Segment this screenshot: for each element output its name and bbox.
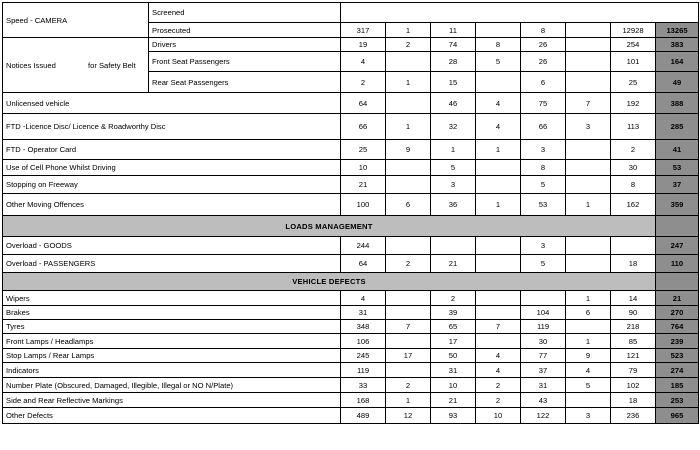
- table-row: [3, 320, 699, 334]
- value-cell: 1: [566, 194, 611, 216]
- safety-belt-label: [3, 38, 149, 93]
- screened-label: Screened: [149, 3, 341, 23]
- value-cell: 8: [611, 176, 656, 194]
- value-cell: 2: [341, 72, 386, 93]
- value-cell: 1: [566, 334, 611, 349]
- value-cell: [566, 255, 611, 273]
- value-cell: 25: [341, 140, 386, 160]
- value-cell: 348: [341, 320, 386, 334]
- value-cell: [566, 52, 611, 72]
- row-label: Brakes: [3, 306, 341, 320]
- value-cell: [476, 255, 521, 273]
- value-cell: 168: [341, 393, 386, 408]
- value-cell: 8: [521, 160, 566, 176]
- value-cell: 21: [431, 393, 476, 408]
- total-cell: 247: [656, 237, 699, 255]
- value-cell: 26: [521, 52, 566, 72]
- value-cell: [566, 23, 611, 38]
- value-cell: 31: [341, 306, 386, 320]
- value-cell: 2: [611, 140, 656, 160]
- value-cell: 21: [341, 176, 386, 194]
- value-cell: [431, 237, 476, 255]
- value-cell: 317: [341, 23, 386, 38]
- row-label: Front Lamps / Headlamps: [3, 334, 341, 349]
- row-label: Indicators: [3, 363, 341, 378]
- value-cell: [386, 291, 431, 306]
- table-row: [3, 349, 699, 363]
- row-label: Overload - GOODS: [3, 237, 341, 255]
- value-cell: [386, 93, 431, 114]
- table-row: [3, 194, 699, 216]
- value-cell: 12928: [611, 23, 656, 38]
- row-label: Other Defects: [3, 408, 341, 424]
- value-cell: 90: [611, 306, 656, 320]
- value-cell: 17: [386, 349, 431, 363]
- value-cell: 119: [341, 363, 386, 378]
- value-cell: 53: [521, 194, 566, 216]
- value-cell: [476, 291, 521, 306]
- value-cell: 32: [431, 114, 476, 140]
- total-cell: 274: [656, 363, 699, 378]
- value-cell: 2: [431, 291, 476, 306]
- value-cell: [476, 160, 521, 176]
- value-cell: 37: [521, 363, 566, 378]
- safety-belt-label-b: for Safety Belt: [88, 60, 136, 70]
- value-cell: 25: [611, 72, 656, 93]
- value-cell: 3: [566, 114, 611, 140]
- value-cell: 122: [521, 408, 566, 424]
- value-cell: 4: [476, 349, 521, 363]
- value-cell: 489: [341, 408, 386, 424]
- value-cell: 4: [566, 363, 611, 378]
- table-row: [3, 140, 699, 160]
- total-cell: 270: [656, 306, 699, 320]
- value-cell: 7: [386, 320, 431, 334]
- row-label: Use of Cell Phone Whilst Driving: [3, 160, 341, 176]
- value-cell: 3: [566, 408, 611, 424]
- section-heading: VEHICLE DEFECTS: [3, 273, 656, 291]
- total-cell: 285: [656, 114, 699, 140]
- value-cell: 6: [566, 306, 611, 320]
- value-cell: [566, 160, 611, 176]
- value-cell: 8: [521, 23, 566, 38]
- value-cell: 121: [611, 349, 656, 363]
- value-cell: 2: [476, 393, 521, 408]
- value-cell: 46: [431, 93, 476, 114]
- row-label: Side and Rear Reflective Markings: [3, 393, 341, 408]
- value-cell: 3: [521, 237, 566, 255]
- value-cell: 3: [431, 176, 476, 194]
- value-cell: 36: [431, 194, 476, 216]
- total-cell: 164: [656, 52, 699, 72]
- value-cell: 11: [431, 23, 476, 38]
- total-cell: 523: [656, 349, 699, 363]
- value-cell: 4: [476, 363, 521, 378]
- row-label: Stopping on Freeway: [3, 176, 341, 194]
- value-cell: 1: [431, 140, 476, 160]
- value-cell: 26: [521, 38, 566, 52]
- value-cell: [386, 306, 431, 320]
- table-row: [3, 237, 699, 255]
- value-cell: 17: [431, 334, 476, 349]
- table-row: [3, 176, 699, 194]
- value-cell: 1: [476, 140, 521, 160]
- value-cell: 30: [611, 160, 656, 176]
- table-body: [3, 3, 699, 424]
- value-cell: [386, 52, 431, 72]
- value-cell: [386, 160, 431, 176]
- value-cell: [521, 291, 566, 306]
- value-cell: 21: [431, 255, 476, 273]
- value-cell: 106: [341, 334, 386, 349]
- value-cell: 66: [341, 114, 386, 140]
- value-cell: 245: [341, 349, 386, 363]
- value-cell: 101: [611, 52, 656, 72]
- value-cell: 1: [476, 194, 521, 216]
- value-cell: 4: [476, 114, 521, 140]
- total-cell: 21: [656, 291, 699, 306]
- row-label: Rear Seat Passengers: [149, 72, 341, 93]
- value-cell: 30: [521, 334, 566, 349]
- table-row: [3, 160, 699, 176]
- total-cell: 37: [656, 176, 699, 194]
- value-cell: 100: [341, 194, 386, 216]
- value-cell: [566, 237, 611, 255]
- total-cell: 359: [656, 194, 699, 216]
- total-cell: 110: [656, 255, 699, 273]
- value-cell: 5: [566, 378, 611, 393]
- value-cell: 7: [476, 320, 521, 334]
- total-cell: 383: [656, 38, 699, 52]
- value-cell: 4: [341, 52, 386, 72]
- value-cell: 119: [521, 320, 566, 334]
- table-row: [3, 255, 699, 273]
- row-label: Front Seat Passengers: [149, 52, 341, 72]
- value-cell: 65: [431, 320, 476, 334]
- value-cell: 12: [386, 408, 431, 424]
- value-cell: 7: [566, 93, 611, 114]
- value-cell: 14: [611, 291, 656, 306]
- value-cell: 85: [611, 334, 656, 349]
- value-cell: [566, 140, 611, 160]
- value-cell: 8: [476, 38, 521, 52]
- value-cell: 77: [521, 349, 566, 363]
- value-cell: [476, 306, 521, 320]
- value-cell: 5: [521, 255, 566, 273]
- value-cell: 64: [341, 93, 386, 114]
- value-cell: [566, 176, 611, 194]
- value-cell: 43: [521, 393, 566, 408]
- value-cell: 4: [341, 291, 386, 306]
- prosecuted-label: Prosecuted: [149, 23, 341, 38]
- value-cell: 19: [341, 38, 386, 52]
- value-cell: 66: [521, 114, 566, 140]
- value-cell: 3: [521, 140, 566, 160]
- value-cell: 1: [386, 23, 431, 38]
- value-cell: 18: [611, 255, 656, 273]
- value-cell: 10: [476, 408, 521, 424]
- value-cell: 10: [341, 160, 386, 176]
- value-cell: 4: [476, 93, 521, 114]
- value-cell: 93: [431, 408, 476, 424]
- table-row: [3, 291, 699, 306]
- value-cell: 244: [341, 237, 386, 255]
- table-row: [3, 114, 699, 140]
- value-cell: 6: [386, 194, 431, 216]
- value-cell: 1: [386, 393, 431, 408]
- value-cell: [386, 237, 431, 255]
- value-cell: 31: [431, 363, 476, 378]
- offence-statistics-table: [2, 2, 699, 424]
- total-cell: 965: [656, 408, 699, 424]
- row-label: Tyres: [3, 320, 341, 334]
- value-cell: 28: [431, 52, 476, 72]
- value-cell: 113: [611, 114, 656, 140]
- value-cell: 33: [341, 378, 386, 393]
- row-label: Other Moving Offences: [3, 194, 341, 216]
- value-cell: 75: [521, 93, 566, 114]
- screened-empty-cell: [341, 3, 699, 23]
- table-row: [3, 408, 699, 424]
- value-cell: 9: [386, 140, 431, 160]
- value-cell: 2: [386, 255, 431, 273]
- value-cell: 162: [611, 194, 656, 216]
- value-cell: [476, 176, 521, 194]
- value-cell: 102: [611, 378, 656, 393]
- value-cell: 2: [386, 38, 431, 52]
- value-cell: 1: [566, 291, 611, 306]
- value-cell: 5: [521, 176, 566, 194]
- row-label: Unlicensed vehicle: [3, 93, 341, 114]
- total-cell: 13265: [656, 23, 699, 38]
- safety-belt-label-a: Notices Issued: [6, 60, 56, 70]
- total-cell: 53: [656, 160, 699, 176]
- value-cell: 9: [566, 349, 611, 363]
- table-row: [3, 393, 699, 408]
- row-label: FTD - Operator Card: [3, 140, 341, 160]
- value-cell: 104: [521, 306, 566, 320]
- total-cell: 185: [656, 378, 699, 393]
- vehicle-defects-header: [3, 273, 699, 291]
- value-cell: [566, 393, 611, 408]
- value-cell: [386, 334, 431, 349]
- value-cell: [386, 176, 431, 194]
- total-cell: 49: [656, 72, 699, 93]
- total-cell: 41: [656, 140, 699, 160]
- total-cell: 388: [656, 93, 699, 114]
- speed-camera-label: Speed - CAMERA: [3, 3, 149, 38]
- table-row: [3, 334, 699, 349]
- row-label: Number Plate (Obscured, Damaged, Illegible, Illegal or NO N/Plate): [3, 378, 341, 393]
- section-total-cell: [656, 216, 699, 237]
- value-cell: [386, 363, 431, 378]
- value-cell: [476, 334, 521, 349]
- value-cell: [476, 237, 521, 255]
- table-row: [3, 306, 699, 320]
- value-cell: 50: [431, 349, 476, 363]
- table-row: [3, 93, 699, 114]
- value-cell: 236: [611, 408, 656, 424]
- value-cell: 218: [611, 320, 656, 334]
- value-cell: 15: [431, 72, 476, 93]
- total-cell: 253: [656, 393, 699, 408]
- row-label: Drivers: [149, 38, 341, 52]
- value-cell: 18: [611, 393, 656, 408]
- row-label: Overload - PASSENGERS: [3, 255, 341, 273]
- value-cell: 2: [386, 378, 431, 393]
- value-cell: 6: [521, 72, 566, 93]
- value-cell: [476, 72, 521, 93]
- section-total-cell: [656, 273, 699, 291]
- value-cell: [476, 23, 521, 38]
- value-cell: 254: [611, 38, 656, 52]
- row-label: FTD -Licence Disc/ Licence & Roadworthy Disc: [3, 114, 341, 140]
- value-cell: 1: [386, 72, 431, 93]
- value-cell: 5: [476, 52, 521, 72]
- value-cell: 1: [386, 114, 431, 140]
- value-cell: 79: [611, 363, 656, 378]
- total-cell: 764: [656, 320, 699, 334]
- table-row: [3, 38, 699, 52]
- value-cell: 31: [521, 378, 566, 393]
- value-cell: 10: [431, 378, 476, 393]
- value-cell: 39: [431, 306, 476, 320]
- value-cell: 74: [431, 38, 476, 52]
- loads-management-header: [3, 216, 699, 237]
- value-cell: [566, 320, 611, 334]
- value-cell: [611, 237, 656, 255]
- value-cell: [566, 38, 611, 52]
- table-row: [3, 3, 699, 23]
- value-cell: 2: [476, 378, 521, 393]
- table-row: [3, 363, 699, 378]
- section-heading: LOADS MANAGEMENT: [3, 216, 656, 237]
- value-cell: 192: [611, 93, 656, 114]
- table-row: [3, 378, 699, 393]
- value-cell: 5: [431, 160, 476, 176]
- value-cell: 64: [341, 255, 386, 273]
- total-cell: 239: [656, 334, 699, 349]
- row-label: Wipers: [3, 291, 341, 306]
- value-cell: [566, 72, 611, 93]
- row-label: Stop Lamps / Rear Lamps: [3, 349, 341, 363]
